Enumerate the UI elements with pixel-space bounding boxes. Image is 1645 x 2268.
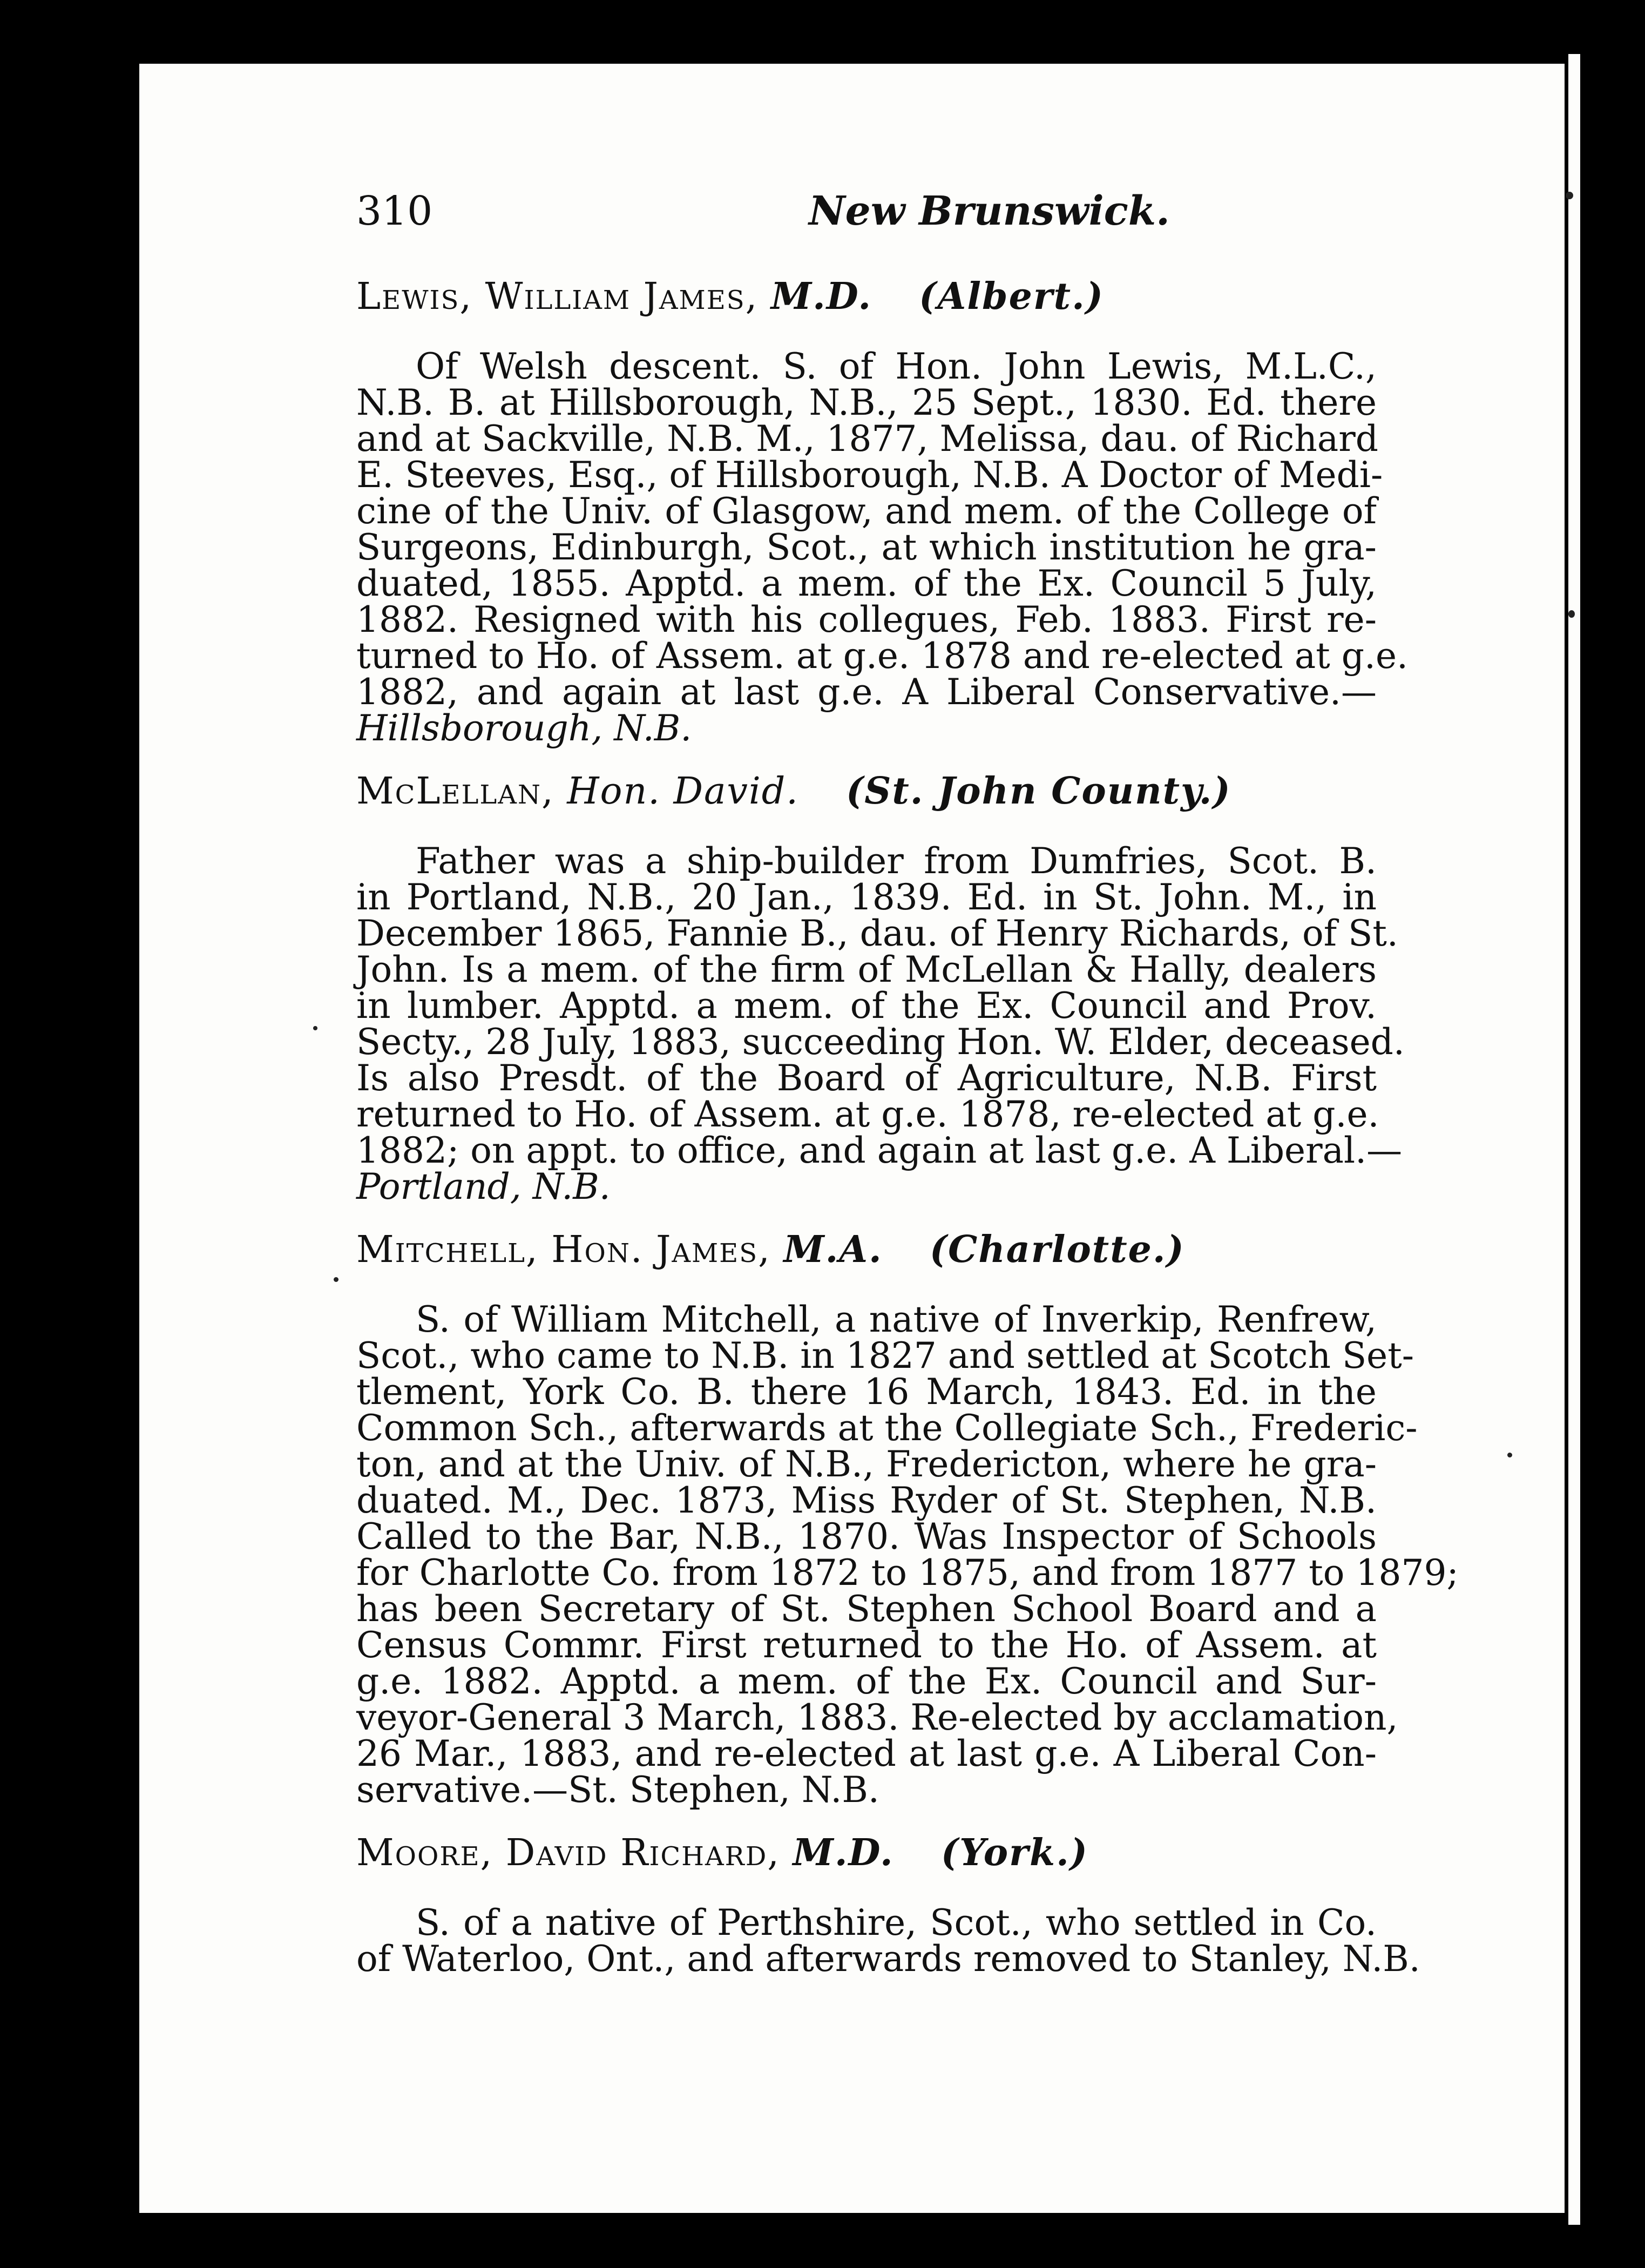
text-line: Father was a ship-builder from Dumfries, Scot. B. — [416, 840, 1377, 882]
text-line: E. Steeves, Esq., of Hillsborough, N.B. A Doctor of Medi- — [356, 454, 1383, 496]
entry-body-mitchell — [356, 1299, 1459, 1811]
entry-degree: M.D. — [770, 275, 872, 318]
running-title: New Brunswick. — [809, 188, 1170, 234]
entry-surname: McLellan, — [356, 770, 554, 813]
text-line: John. Is a mem. of the firm of McLellan & Hally, dealers — [356, 949, 1377, 990]
entry-residence: Hillsborough, N.B. — [356, 707, 692, 749]
text-line: Is also Presdt. of the Board of Agriculture, N.B. First — [356, 1057, 1377, 1099]
text-line: turned to Ho. of Assem. at g.e. 1878 and re-elected at g.e. — [356, 635, 1408, 677]
entry-heading-mitchell — [356, 1228, 1377, 1271]
text-line: duated, 1855. Apptd. a mem. of the Ex. Council 5 July, — [356, 563, 1377, 604]
text-line: g.e. 1882. Apptd. a mem. of the Ex. Council and Sur- — [356, 1660, 1377, 1702]
text-line: Secty., 28 July, 1883, succeeding Hon. W. Elder, deceased. — [356, 1021, 1405, 1063]
text-line: Common Sch., afterwards at the Collegiate Sch., Frederic- — [356, 1407, 1418, 1449]
text-line: 1882. Resigned with his collegues, Feb. 1883. First re- — [356, 599, 1377, 640]
text-line: and at Sackville, N.B. M., 1877, Melissa, dau. of Richard — [356, 418, 1379, 460]
entry-body-mclellan — [356, 840, 1405, 1207]
text-line: ton, and at the Univ. of N.B., Fredericton, where he gra- — [356, 1443, 1377, 1485]
text-line: Called to the Bar, N.B., 1870. Was Inspector of Schools — [356, 1516, 1377, 1557]
entry-constituency: (York.) — [940, 1831, 1088, 1874]
text-line: December 1865, Fannie B., dau. of Henry Richards, of St. — [356, 913, 1398, 954]
text-line: duated. M., Dec. 1873, Miss Ryder of St. Stephen, N.B. — [356, 1480, 1377, 1521]
page-number: 310 — [356, 188, 433, 234]
text-line: Scot., who came to N.B. in 1827 and settled at Scotch Set- — [356, 1335, 1414, 1376]
scan-speck — [334, 1277, 339, 1282]
text-line: returned to Ho. of Assem. at g.e. 1878, re-elected at g.e. — [356, 1094, 1379, 1135]
entry-degree: M.A. — [783, 1228, 883, 1271]
entry-heading-mclellan — [356, 770, 1377, 813]
entry-given-name: David Richard, — [505, 1832, 780, 1874]
scan-speck — [1566, 192, 1573, 199]
scan-speck — [1568, 610, 1575, 618]
entry-constituency: (Albert.) — [919, 275, 1104, 318]
entry-surname: Mitchell, — [356, 1228, 539, 1271]
text-line: 1882; on appt. to office, and again at last g.e. A Liberal.— — [356, 1130, 1403, 1171]
text-line: Census Commr. First returned to the Ho. of Assem. at — [356, 1624, 1377, 1666]
entry-surname: Lewis, — [356, 275, 472, 318]
entry-surname: Moore, — [356, 1832, 493, 1874]
text-line: servative.—St. Stephen, N.B. — [356, 1769, 879, 1811]
text-line: Surgeons, Edinburgh, Scot., at which institution he gra- — [356, 526, 1377, 568]
scan-speck — [313, 1026, 317, 1030]
entry-heading-lewis — [356, 275, 1377, 318]
entry-heading-moore — [356, 1831, 1377, 1874]
text-line: S. of William Mitchell, a native of Inverkip, Renfrew, — [416, 1299, 1377, 1340]
text-column — [356, 259, 1459, 2004]
text-line: 26 Mar., 1883, and re-elected at last g.e. A Liberal Con- — [356, 1733, 1377, 1774]
text-line: S. of a native of Perthshire, Scot., who settled in Co. — [416, 1902, 1377, 1943]
entry-residence: Portland, N.B. — [356, 1166, 611, 1207]
text-line: in lumber. Apptd. a mem. of the Ex. Council and Prov. — [356, 985, 1377, 1027]
entry-given-name: William James, — [485, 275, 759, 318]
text-line: 1882, and again at last g.e. A Liberal Conservative.— — [356, 671, 1377, 713]
page-edge — [1568, 54, 1580, 2225]
text-line: of Waterloo, Ont., and afterwards removed to Stanley, N.B. — [356, 1938, 1420, 1980]
text-line: N.B. B. at Hillsborough, N.B., 25 Sept., 1830. Ed. there — [356, 382, 1377, 423]
text-line: cine of the Univ. of Glasgow, and mem. of the College of — [356, 490, 1377, 532]
text-line: for Charlotte Co. from 1872 to 1875, and from 1877 to 1879; — [356, 1552, 1459, 1594]
entry-body-lewis — [356, 346, 1408, 749]
text-line: veyor-General 3 March, 1883. Re-elected by acclamation, — [356, 1697, 1398, 1738]
text-line: in Portland, N.B., 20 Jan., 1839. Ed. in St. John. M., in — [356, 876, 1377, 918]
entry-constituency: (St. John County.) — [846, 770, 1231, 813]
text-line: has been Secretary of St. Stephen School Board and a — [356, 1588, 1377, 1630]
entry-given-name: Hon. David. — [567, 770, 799, 813]
entry-given-name: Hon. James, — [551, 1228, 771, 1271]
entry-constituency: (Charlotte.) — [929, 1228, 1185, 1271]
scan-speck — [1507, 1453, 1512, 1457]
text-line: tlement, York Co. B. there 16 March, 1843. Ed. in the — [356, 1371, 1377, 1413]
page-header — [220, 183, 1386, 247]
text-line: Of Welsh descent. S. of Hon. John Lewis, M.L.C., — [416, 346, 1377, 387]
entry-body-moore — [356, 1902, 1420, 1980]
entry-degree: M.D. — [793, 1831, 894, 1874]
